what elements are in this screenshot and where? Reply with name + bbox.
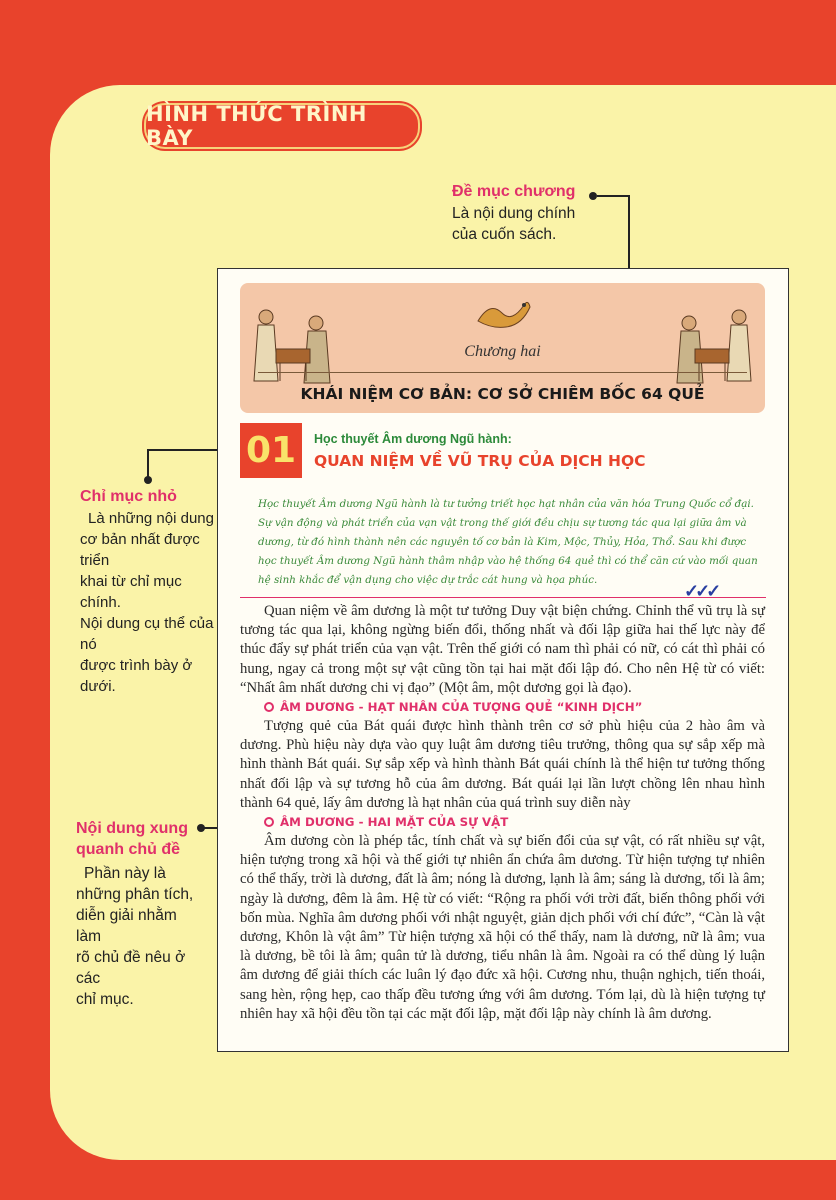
dragon-ornament-illustration (472, 291, 534, 336)
section-number: 01 (240, 423, 302, 478)
annotation-topic (76, 818, 206, 1010)
subheading-text: ÂM DƯƠNG - HẠT NHÂN CỦA TƯỢNG QUẺ “KINH DỊCH” (280, 700, 643, 715)
paragraph: Tượng quẻ của Bát quái được hình thành trên cơ sở phù hiệu của 2 hào âm và dương. Phù hiệu này dựa vào quy luật âm dương tiêu trưởng, thông qua sự sắp xếp mà hình thành Bát quái. Sự sắp xếp và hình thành Bát quái chính là thể hiện tư tưởng thống nhất đối lập và sự tương hỗ của âm dương. Bát quái lại lần lượt chồng lên nhau hình thành 64 quẻ, lấy âm dương là hạt nhân của quá trình suy diễn này (240, 718, 765, 811)
bullet-icon (264, 817, 274, 827)
pointer-line (147, 449, 149, 477)
annotation-subindex-line: Là những nội dung (88, 510, 214, 527)
paragraph: Quan niệm về âm dương là một tư tưởng Duy vật biện chứng. Chỉnh thể vũ trụ là sự tương tác qua lại, không ngừng biến đổi, thống nhất và đối lập giữa hai thế lực này để thúc đẩy sự phát triển của vạn vật. Trên thế giới có nam thì phải có nữ, có cát thì phải có hung, ngay cả trong một sự vật cũng tồn tại hai mặt đối lập đó. Cho nên Hệ từ có viết: “Nhất âm nhất dương chi vị đạo” (Một âm, một dương gọi là đạo). (240, 603, 765, 696)
banner-divider (258, 372, 747, 373)
bullet-icon (264, 702, 274, 712)
annotation-topic-line: chỉ mục. (76, 991, 134, 1008)
annotation-topic-line: Phần này là (84, 865, 166, 882)
annotation-topic-line: rõ chủ đề nêu ở các (76, 949, 186, 987)
annotation-topic-heading: quanh chủ đề (76, 841, 180, 858)
section-subtitle: Học thuyết Âm dương Ngũ hành: (314, 432, 512, 446)
annotation-chapter-heading: Đề mục chương (452, 183, 576, 200)
annotation-chapter-line: Là nội dung chính (452, 205, 576, 222)
chapter-label: Chương hai (464, 343, 541, 360)
section-intro: Học thuyết Âm dương Ngũ hành là tư tưởng triết học hạt nhân của văn hóa Trung Quốc cổ đại. Sự vận động và phát triển của vạn vật trong thế giới đều chịu sự tương tác qua lại giữa âm và dương, từ đó hình thành nên các nguyên tố cơ bản là Kim, Mộc, Thủy, Hỏa, Thổ. Sau khi được học thuyết Âm dương Ngũ hành thâm nhập vào hệ thống 64 quẻ thì có thể căn cứ vào mối quan hệ sinh khắc để vận dụng cho việc dự trắc cát hung và họa phúc. (258, 498, 758, 586)
annotation-chapter (452, 183, 575, 245)
annotation-topic-heading: Nội dung xung (76, 820, 188, 837)
chapter-banner (240, 283, 765, 413)
subheading-text: ÂM DƯƠNG - HAI MẶT CỦA SỰ VẬT (280, 815, 509, 830)
annotation-topic-line: diễn giải nhằm làm (76, 907, 177, 945)
pointer-dot-subindex (144, 476, 152, 484)
annotation-subindex-heading: Chỉ mục nhỏ (80, 488, 177, 505)
book-page-sample (217, 268, 789, 1052)
section-title: QUAN NIỆM VỀ VŨ TRỤ CỦA DỊCH HỌC (314, 452, 646, 470)
pointer-dot-chapter (589, 192, 597, 200)
annotation-subindex-line: khai từ chỉ mục chính. (80, 573, 182, 611)
page-title: HÌNH THỨC TRÌNH BÀY (144, 103, 420, 149)
subheading (240, 698, 765, 717)
chapter-title: KHÁI NIỆM CƠ BẢN: CƠ SỞ CHIÊM BỐC 64 QUẺ (300, 385, 705, 403)
subheading (240, 813, 765, 832)
annotation-subindex-line: Nội dung cụ thể của nó (80, 615, 214, 653)
annotation-chapter-line: của cuốn sách. (452, 226, 557, 243)
paragraph: Âm dương còn là phép tắc, tính chất và sự biến đổi của sự vật, có rất nhiều sự vật, hiện tượng trong xã hội và thế giới tự nhiên ẩn chứa âm dương. Từ hiện tượng tự nhiên có thể thấy, trời là dương, đất là âm; nóng là dương, lạnh là âm; sáng là dương, tối là âm; ngày là dương, đêm là âm. Hệ từ có viết: “Rộng ra phối với trời đất, biến thông phối với bốn mùa. Nghĩa âm dương phối với nhật nguyệt, giản dịch phối với chí đức”, “Càn là vật dương, Khôn là vật âm” Từ hiện tượng xã hội có thể thấy, nam là dương, nữ là âm; vua là dương, bề tôi là âm; quân tử là dương, tiểu nhân là âm. Ngoài ra có thể dùng lý luận âm dương để giải thích các luân lý đạo đức xã hội. Cương nhu, thuận nghịch, tiến thoái, sang hèn, rộng hẹp, cao thấp đều tương ứng với âm dương. Tóm lại, dù là hiện tượng tự nhiên hay xã hội đều tồn tại các mặt đối lập, mặt đối lập này chính là âm dương. (240, 833, 765, 1022)
body-text (240, 602, 765, 1024)
pointer-line (597, 195, 629, 197)
annotation-subindex-line: cơ bản nhất được triển (80, 531, 200, 569)
checkmarks-mark: ✓✓✓ (684, 581, 718, 601)
annotation-topic-line: những phân tích, (76, 886, 194, 903)
annotation-subindex-line: được trình bày ở dưới. (80, 657, 193, 695)
annotation-subindex (80, 488, 215, 697)
